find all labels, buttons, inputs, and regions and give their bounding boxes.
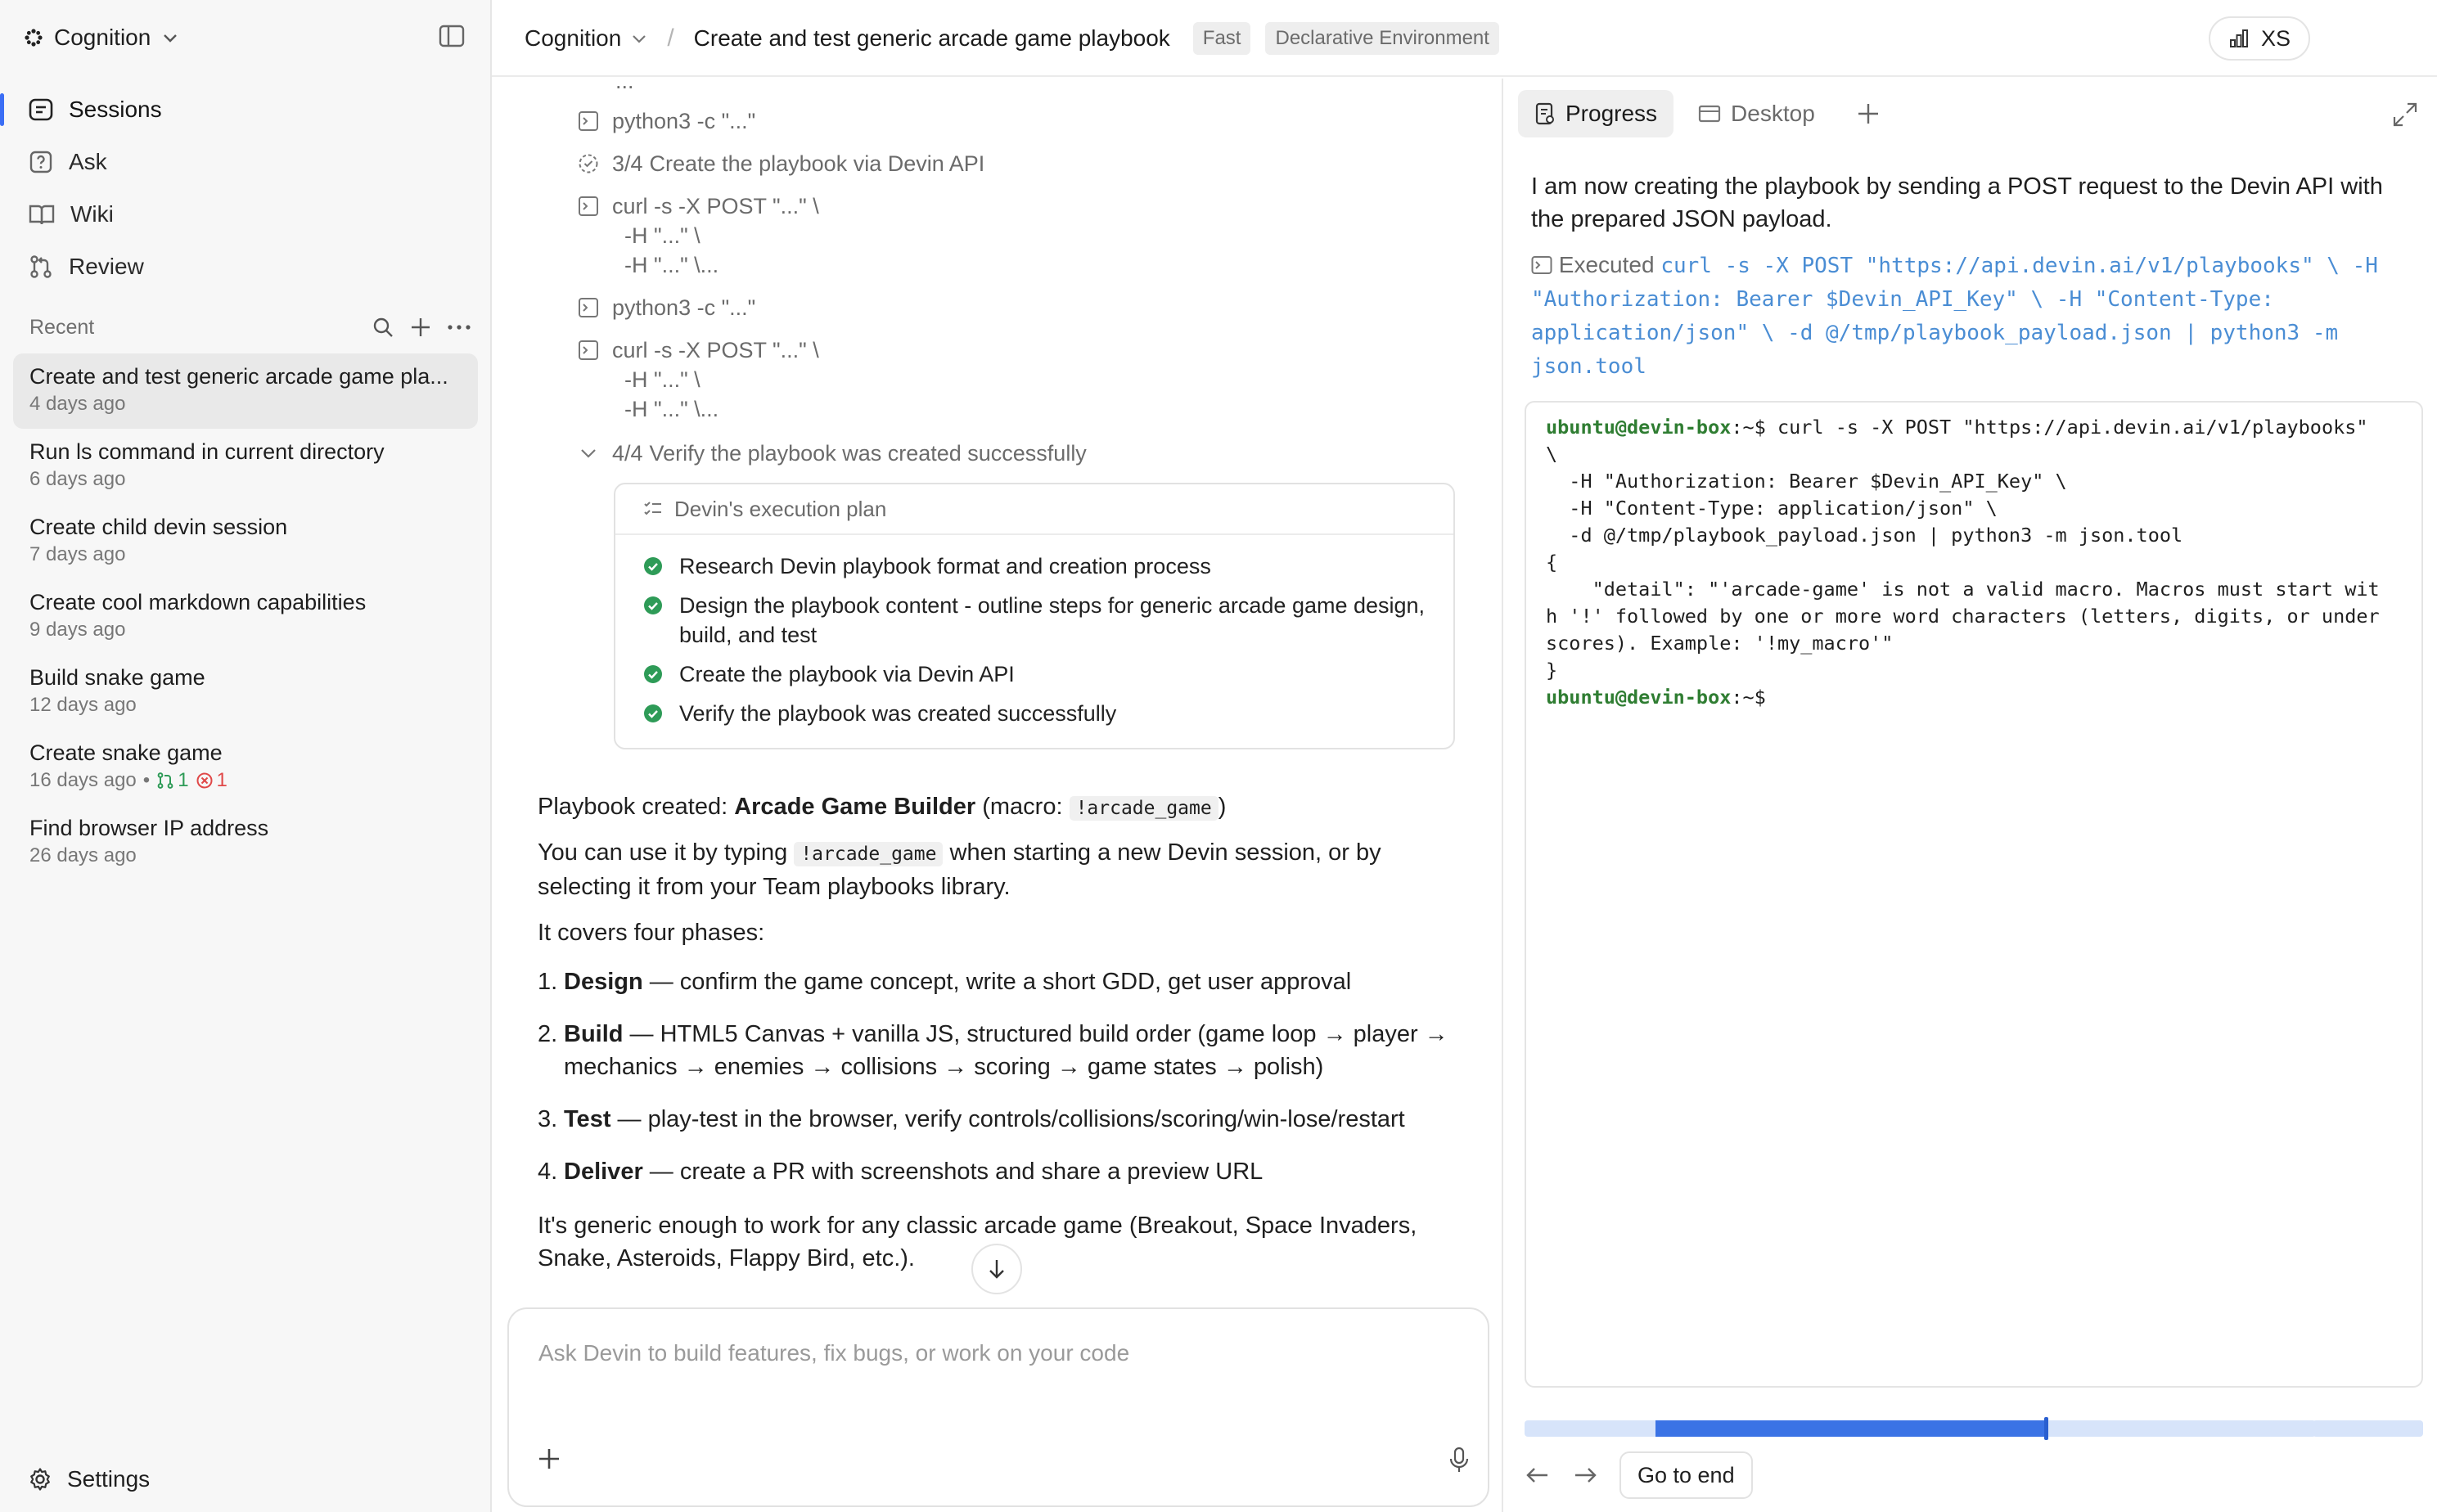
covers-heading: It covers four phases:	[538, 920, 765, 946]
tool-step[interactable]	[578, 191, 819, 280]
macro-code: !arcade_game	[1070, 796, 1218, 821]
executed-label: Executed	[1558, 252, 1655, 277]
workspace-name: Cognition	[54, 25, 151, 50]
check-circle-icon	[643, 556, 663, 576]
step-command: python3 -c "..."	[612, 295, 756, 320]
phase-name: Test	[564, 1106, 611, 1132]
step-label: Verify the playbook was created successfully	[649, 441, 1087, 466]
terminal-command: curl -s -X POST "https://api.devin.ai/v1/playbooks" \ -H "Authorization: Bearer $Devin_API_Key" \ -H "Content-Type: application/json" \ -d @/tmp/playbook_payload.json | python3 -m json.tool	[1546, 416, 2368, 547]
expand-icon[interactable]	[2392, 101, 2418, 128]
error-count: 1	[216, 769, 227, 791]
tab-progress[interactable]	[1518, 90, 1673, 137]
size-label: XS	[2260, 25, 2291, 51]
plan-step[interactable]	[578, 149, 984, 178]
microphone-icon[interactable]	[1448, 1447, 1470, 1474]
usage-text-b: when starting a new Devin session, or by selecting it from your Team playbooks library.	[538, 839, 1381, 900]
sessions-icon	[28, 97, 54, 123]
message-composer[interactable]	[507, 1307, 1489, 1507]
go-to-end-button[interactable]: Go to end	[1619, 1451, 1753, 1499]
checklist-icon	[643, 500, 663, 518]
list-item	[538, 1103, 1471, 1136]
plan-step-expanded[interactable]	[578, 439, 1087, 468]
step-command: curl -s -X POST "..." \ -H "..." \ -H "..." \...	[612, 338, 819, 421]
recent-sessions-list	[13, 353, 478, 880]
executed-command[interactable]	[1531, 249, 2423, 383]
terminal-prompt-user: ubuntu@devin-box	[1546, 686, 1732, 709]
phase-text: — HTML5 Canvas + vanilla JS, structured build order (game loop → player → mechanics → enemies → collisions → scoring → game states → polish)	[564, 1021, 1448, 1080]
terminal-step-icon	[578, 110, 599, 132]
session-time: 26 days ago	[29, 844, 137, 866]
step-command: python3 -c "..."	[612, 109, 756, 133]
playbook-name: Arcade Game Builder	[734, 794, 976, 820]
usage-text-a: You can use it by typing	[538, 839, 795, 866]
tab-label: Progress	[1565, 101, 1658, 126]
terminal-step-icon	[578, 297, 599, 318]
tab-desktop[interactable]	[1682, 90, 1831, 137]
tab-label: Desktop	[1731, 101, 1815, 126]
terminal-step-icon	[578, 340, 599, 361]
org-switcher[interactable]	[525, 25, 647, 52]
step-command: curl -s -X POST "..." \ -H "..." \ -H "..." \...	[612, 194, 819, 277]
new-session-plus-icon[interactable]	[409, 316, 432, 339]
sidebar-item-review[interactable]	[11, 241, 480, 293]
pr-count: 1	[178, 769, 189, 791]
session-item[interactable]	[13, 504, 478, 579]
meta-dot: •	[142, 769, 151, 791]
session-item[interactable]	[13, 730, 478, 805]
pull-request-icon	[156, 772, 174, 790]
session-time: 7 days ago	[29, 543, 126, 565]
timeline-nav	[1525, 1451, 1753, 1499]
error-count-badge	[196, 767, 227, 794]
sidebar-item-ask[interactable]	[11, 136, 480, 188]
more-options-icon[interactable]	[447, 316, 471, 339]
plan-item-text: Verify the playbook was created successfully	[679, 701, 1117, 726]
session-item[interactable]	[13, 579, 478, 655]
plan-item	[643, 591, 1426, 650]
arrow-down-icon	[987, 1258, 1007, 1280]
chevron-down-icon	[162, 32, 178, 43]
plan-item	[643, 659, 1426, 689]
sidebar-item-label: Sessions	[69, 97, 162, 122]
timeline-track-tail	[2313, 1420, 2423, 1437]
plan-item	[643, 551, 1426, 581]
session-title: Create child devin session	[29, 515, 288, 539]
usage-paragraph	[538, 836, 1462, 903]
plan-item	[643, 699, 1426, 728]
top-bar	[492, 0, 2437, 77]
playbook-created-line	[538, 790, 1462, 825]
size-selector-button[interactable]	[2209, 16, 2310, 61]
macro-prefix: (macro:	[975, 794, 1070, 820]
search-icon[interactable]	[372, 316, 394, 339]
session-item[interactable]	[13, 429, 478, 504]
workspace-switcher[interactable]	[25, 20, 178, 56]
terminal-prompt-path: :~$	[1731, 416, 1766, 439]
session-item[interactable]	[13, 805, 478, 880]
settings-button[interactable]	[28, 1466, 150, 1492]
arrow-left-icon[interactable]	[1525, 1464, 1551, 1487]
list-number: 3.	[538, 1106, 558, 1132]
session-title: Build snake game	[29, 665, 205, 690]
tool-step[interactable]	[578, 106, 755, 136]
list-number: 1.	[538, 969, 558, 995]
check-circle-icon	[643, 704, 663, 723]
timeline-thumb[interactable]	[2044, 1417, 2048, 1440]
list-item	[538, 1018, 1471, 1083]
recent-header	[29, 313, 471, 342]
phase-name: Build	[564, 1021, 624, 1047]
execution-plan-card	[614, 483, 1455, 749]
settings-label: Settings	[67, 1466, 151, 1492]
list-item	[538, 965, 1471, 998]
add-tab-button[interactable]	[1840, 90, 1897, 137]
terminal-step-icon	[578, 196, 599, 217]
check-circle-icon	[643, 596, 663, 615]
phases-list	[538, 965, 1471, 1208]
session-title: Find browser IP address	[29, 816, 269, 840]
desktop-icon	[1698, 104, 1721, 124]
sidebar	[0, 0, 492, 1512]
phase-name: Design	[564, 969, 643, 995]
check-circle-icon	[643, 664, 663, 684]
step-number: 4/4	[612, 441, 643, 466]
sidebar-item-wiki[interactable]	[11, 188, 480, 241]
truncated-output	[615, 69, 634, 94]
macro-suffix: )	[1218, 794, 1227, 820]
phase-text: — create a PR with screenshots and share a preview URL	[642, 1159, 1264, 1185]
tool-step[interactable]	[578, 293, 755, 322]
created-prefix: Playbook created:	[538, 794, 735, 820]
chevron-down-icon	[631, 33, 647, 44]
org-name: Cognition	[525, 25, 622, 51]
composer-placeholder[interactable]: Ask Devin to build features, fix bugs, or work on your code	[538, 1340, 1130, 1366]
tool-step[interactable]	[578, 335, 819, 424]
collapse-sidebar-icon[interactable]	[439, 25, 465, 47]
progress-icon	[1534, 102, 1556, 125]
session-time: 6 days ago	[29, 468, 126, 490]
error-circle-icon	[196, 772, 214, 790]
recent-label: Recent	[29, 315, 95, 339]
list-item	[538, 1155, 1471, 1188]
ellipsis: ...	[615, 69, 634, 93]
arrow-right-icon[interactable]	[1572, 1464, 1598, 1487]
chevron-down-icon	[578, 443, 599, 464]
list-number: 4.	[538, 1159, 558, 1185]
attach-plus-icon[interactable]	[537, 1447, 561, 1471]
session-time: 9 days ago	[29, 619, 126, 641]
plan-item-text: Research Devin playbook format and creation process	[679, 554, 1211, 578]
breadcrumb-separator: /	[667, 25, 674, 52]
scroll-to-bottom-button[interactable]	[971, 1244, 1022, 1294]
closing-paragraph: It's generic enough to work for any classic arcade game (Breakout, Space Invaders, Snake, Asteroids, Flappy Bird, etc.).	[538, 1213, 1417, 1271]
sidebar-item-label: Review	[69, 254, 144, 279]
agent-message: I am now creating the playbook by sending a POST request to the Devin API with the prepared JSON payload.	[1531, 173, 2383, 232]
session-item[interactable]	[13, 655, 478, 730]
sidebar-item-label: Ask	[69, 149, 107, 174]
panel-tabs	[1518, 90, 1897, 137]
step-number: 3/4	[612, 151, 643, 176]
timeline-scrubber[interactable]	[1525, 1420, 2423, 1437]
gear-icon	[28, 1467, 52, 1492]
step-label: Create the playbook via Devin API	[649, 151, 985, 176]
in-progress-circle-icon	[578, 153, 599, 174]
session-time: 4 days ago	[29, 393, 126, 415]
phase-text: — play-test in the browser, verify controls/collisions/scoring/win-lose/restart	[610, 1106, 1405, 1132]
sidebar-nav	[11, 83, 480, 293]
terminal-response: { "detail": "'arcade-game' is not a valid macro. Macros must start wit h '!' followed by one or more word characters (letters, digits, or under scores). Example: '!my_macro'" }	[1546, 551, 2380, 682]
review-icon	[28, 254, 54, 280]
ask-icon	[28, 149, 54, 175]
session-title: Create cool markdown capabilities	[29, 590, 367, 614]
sidebar-item-label: Wiki	[70, 201, 114, 227]
list-number: 2.	[538, 1021, 558, 1047]
session-time: 12 days ago	[29, 694, 137, 716]
plan-title: Devin's execution plan	[674, 496, 887, 521]
pr-count-badge	[156, 767, 188, 794]
wiki-icon	[28, 201, 56, 227]
phase-name: Deliver	[564, 1159, 643, 1185]
plan-header	[615, 484, 1453, 535]
terminal-icon	[1531, 255, 1552, 275]
session-item[interactable]	[13, 353, 478, 429]
environment-tag: Declarative Environment	[1265, 22, 1498, 55]
sidebar-item-sessions[interactable]	[11, 83, 480, 136]
session-title: Create snake game	[29, 740, 223, 765]
terminal-prompt-path: :~$	[1731, 686, 1766, 709]
session-title: Run ls command in current directory	[29, 439, 385, 464]
timeline-fill	[1655, 1420, 2046, 1437]
terminal-output[interactable]	[1525, 401, 2423, 1388]
plan-item-text: Design the playbook content - outline steps for generic arcade game design, build, and test	[679, 593, 1426, 647]
cognition-logo-icon	[25, 29, 43, 47]
right-panel	[1502, 79, 2437, 1512]
page-title: Create and test generic arcade game playbook	[693, 25, 1170, 51]
macro-code: !arcade_game	[794, 842, 943, 866]
mode-tag: Fast	[1193, 22, 1251, 55]
plan-item-text: Create the playbook via Devin API	[679, 662, 1015, 686]
signal-bars-icon	[2228, 28, 2250, 49]
phase-text: — confirm the game concept, write a short GDD, get user approval	[642, 969, 1352, 995]
terminal-prompt-user: ubuntu@devin-box	[1546, 416, 1732, 439]
executed-command-text: curl -s -X POST "https://api.devin.ai/v1/playbooks" \ -H "Authorization: Bearer $Devin_API_Key" \ -H "Content-Type: application/json" \ -d @/tmp/playbook_payload.json | python3 -m json.tool	[1531, 254, 2378, 379]
session-time: 16 days ago	[29, 769, 137, 791]
breadcrumb	[525, 21, 1499, 56]
session-title: Create and test generic arcade game pla...	[29, 364, 448, 389]
plus-icon	[1856, 101, 1881, 126]
